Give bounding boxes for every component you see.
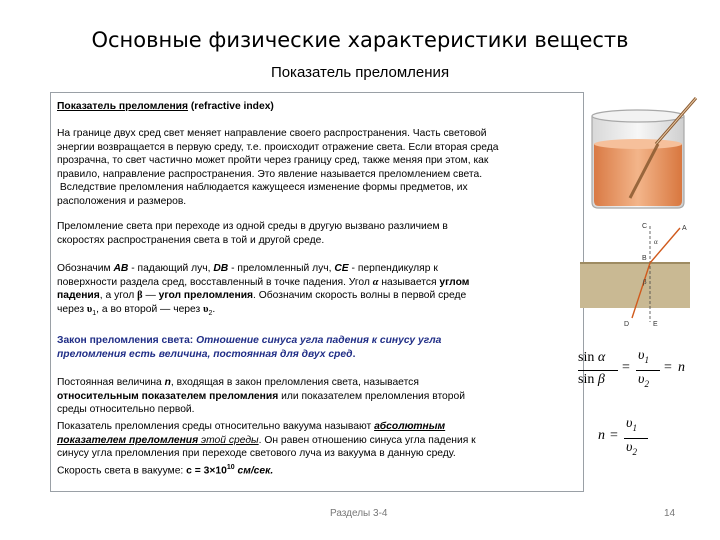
- interface-line: [580, 262, 690, 264]
- label-b: B: [642, 255, 647, 262]
- text-line: Вследствие преломления наблюдается кажущееся изменение формы предметов, их: [57, 182, 468, 194]
- paragraph-notation: Обозначим АВ - падающий луч, DB - преломленный луч, CE - перпендикуляр к поверхности раздела сред, восставленный в точке падения. Угол α называется углом падения, а угол β — угол преломления. Обозначим скорость волны в первой среде через $\upsilon_1$, а во второй — через $\upsilon_2$.: [57, 263, 470, 317]
- formula-snell: sin α sin β = $\upsilon_1$ $\upsilon_2$ = n: [578, 348, 685, 389]
- label-d: D: [624, 321, 630, 328]
- refraction-law: Закон преломления света: Отношение синуса угла падения к синусу угла преломления есть величина, постоянная для двух сред.: [57, 335, 442, 360]
- second-medium: [580, 262, 690, 308]
- paragraph-reflection: [57, 127, 557, 209]
- paragraph-cause: [57, 220, 527, 247]
- label-alpha: α: [654, 238, 658, 246]
- heading-en: (refractive index): [188, 101, 274, 112]
- page-number: 14: [664, 508, 676, 519]
- text-line: прозрачна, то свет частично может пройти через границу сред, также меняя при этом, как: [57, 155, 489, 167]
- text-line: правило, направление распространения. Это явление называется преломлением света.: [57, 168, 483, 180]
- label-beta: β: [643, 278, 647, 286]
- text-line: Преломление света при переходе из одной среды в другую вызвано различием в: [57, 221, 448, 232]
- footer-text: Разделы 3-4: [330, 508, 388, 519]
- paragraph-relative-index: Постоянная величина n, входящая в закон преломления света, называется относительным показателем преломления или показателем преломления второй среды относительно первой.: [57, 377, 465, 416]
- text-line: На границе двух сред свет меняет направление своего распространения. Часть световой: [57, 128, 487, 139]
- beaker-illustration: [578, 94, 718, 212]
- liquid-surface: [594, 139, 682, 149]
- section-heading: [57, 100, 274, 114]
- text-line: скоростях распространения света в той и другой среде.: [57, 234, 325, 246]
- label-a: A: [682, 225, 687, 232]
- label-c: C: [642, 223, 648, 230]
- label-e: E: [653, 321, 658, 328]
- slide-title: Основные физические характеристики веществ: [91, 28, 629, 52]
- slide-subtitle: Показатель преломления: [270, 64, 450, 81]
- beaker-liquid: [594, 144, 682, 206]
- text-line: расположения и размеров.: [57, 195, 187, 207]
- heading-term: Показатель преломления: [57, 101, 189, 112]
- paragraph-absolute-index: Показатель преломления среды относительно вакуума называют абсолютным показателем преломления этой среды. Он равен отношению синуса угла падения к синусу угла преломления при переходе светового луча из вакуума в данную среду. Скорость света в вакууме: $с = 3\times 10^{10}$ см/сек.: [57, 421, 476, 477]
- formula-absolute-index: n = $\upsilon_1$ $\upsilon_2$: [598, 416, 668, 460]
- refraction-diagram: [580, 218, 690, 328]
- beaker-rim: [592, 110, 684, 122]
- text-line: энергии возвращается в первую среду, т.е. происходит отражение света. Если вторая среда: [57, 141, 499, 153]
